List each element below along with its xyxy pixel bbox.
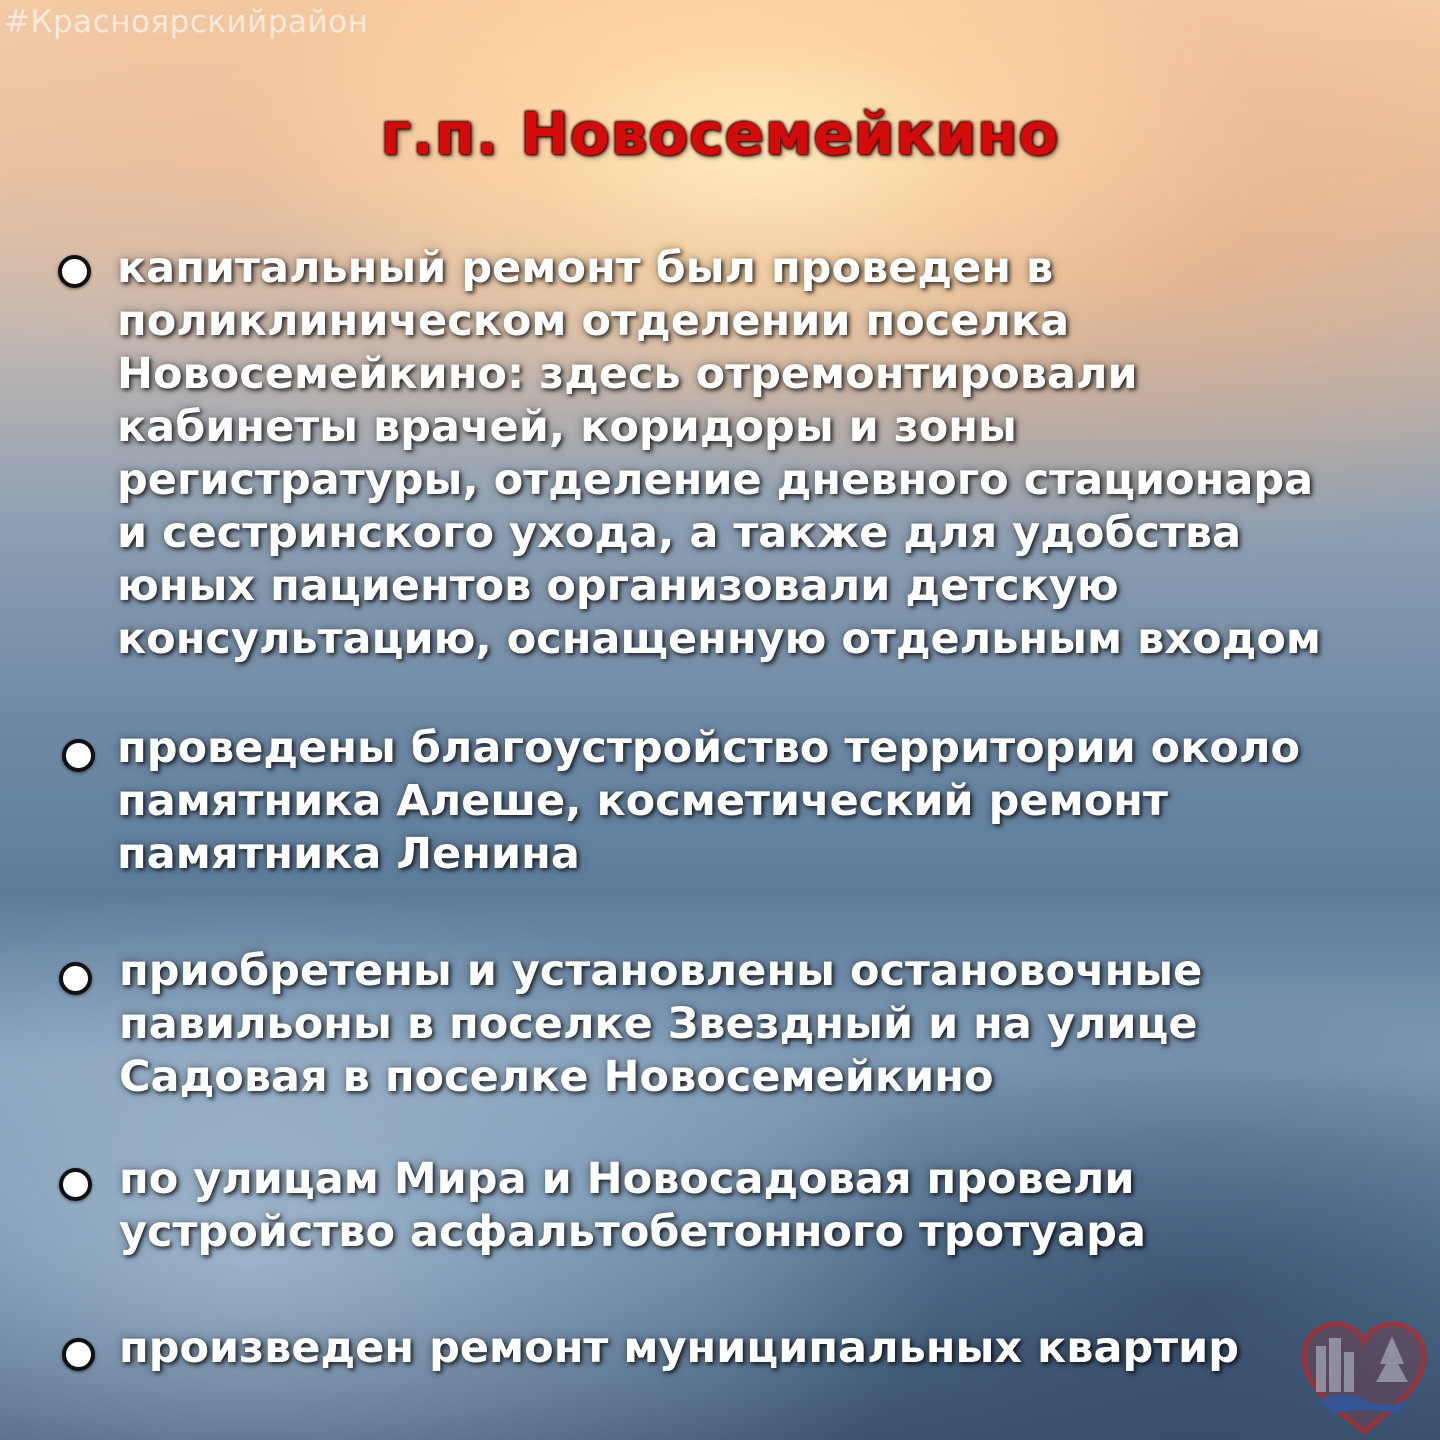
list-item-text: проведены благоустройство территории около памятника Алеше, косметический ремонт памятника Ленина <box>117 723 1300 879</box>
list-item-text: произведен ремонт муниципальных квартир <box>119 1323 1240 1373</box>
list-item-text: по улицам Мира и Новосадовая провели устройство асфальтобетонного тротуара <box>119 1154 1146 1257</box>
list-item-text: приобретены и установлены остановочные павильоны в поселке Звездный и на улице Садовая в поселке Новосемейкино <box>119 946 1203 1102</box>
page-title: г.п. Новосемейкино <box>380 100 1060 168</box>
district-heart-emblem-icon <box>1296 1316 1432 1436</box>
hashtag-label: #Красноярскийрайон <box>4 4 369 40</box>
bullet-circle-icon <box>59 1168 92 1201</box>
list-item-text: капитальный ремонт был проведен в поликлиническом отделении поселка Новосемейкино: здесь отремонтировали кабинеты врачей, коридоры и зоны регистратуры, отделение дневного стационара и сестринского ухода, а также для удобства юных пациентов организовали детскую консультацию, оснащенную отдельным входом <box>117 243 1322 664</box>
bullet-circle-icon <box>58 255 91 288</box>
bullet-circle-icon <box>62 739 95 772</box>
bullet-circle-icon <box>62 1338 95 1371</box>
bullet-circle-icon <box>59 962 92 995</box>
